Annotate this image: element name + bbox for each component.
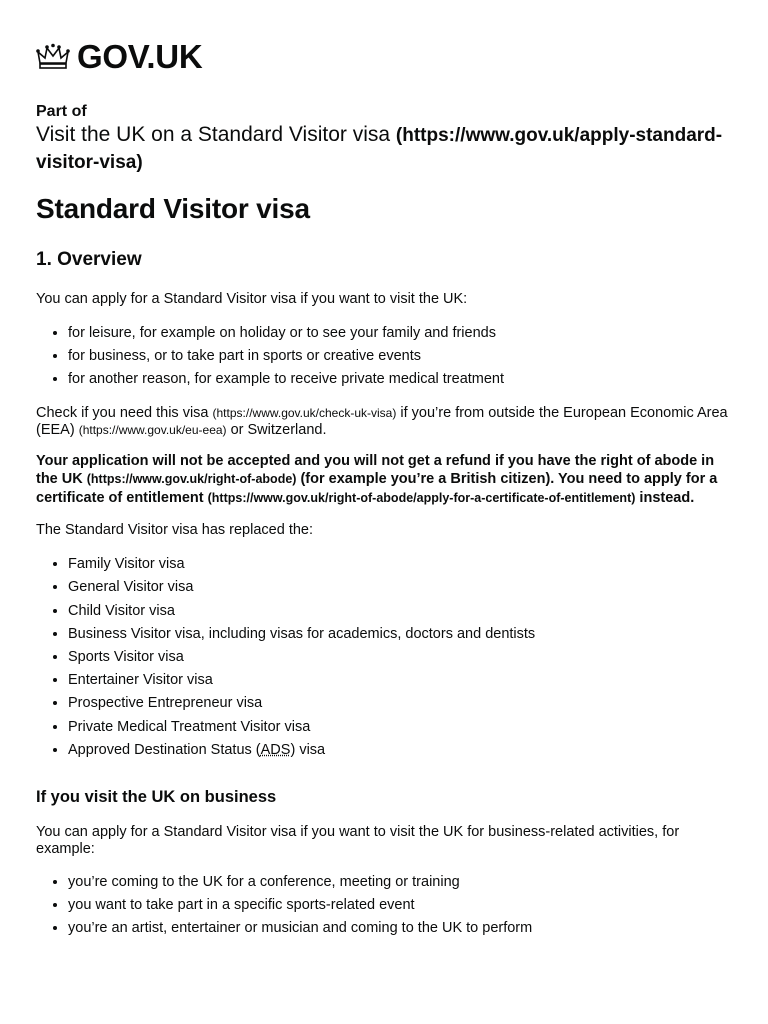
page-title: Standard Visitor visa bbox=[36, 193, 310, 224]
overview-intro: You can apply for a Standard Visitor visa if you want to visit the UK: bbox=[36, 291, 468, 307]
eu-eea-link[interactable]: (https://www.gov.uk/eu-eea) bbox=[78, 422, 227, 437]
ads-abbreviation[interactable]: ADS bbox=[260, 741, 291, 758]
govuk-logo-text[interactable]: GOV.UK bbox=[77, 38, 203, 75]
breadcrumb-link-url: (https://www.gov.uk/apply-standard-visitor-visa) bbox=[36, 125, 723, 173]
warning-text: Your application will not be accepted and you will not get a refund if you have the right of abode in the UK bbox=[36, 452, 715, 488]
ads-text-2: ) visa bbox=[290, 741, 326, 758]
reasons-list bbox=[36, 322, 736, 392]
business-intro: You can apply for a Standard Visitor visa if you want to visit the UK for business-related activities, for example: bbox=[36, 823, 680, 857]
list-item: • General Visitor visa bbox=[68, 576, 736, 599]
list-item bbox=[68, 739, 736, 762]
check-visa-text-3: or Switzerland. bbox=[226, 421, 327, 438]
list-item: • for business, or to take part in sports or creative events bbox=[68, 345, 736, 368]
list-item: • you’re an artist, entertainer or musician and coming to the UK to perform bbox=[68, 917, 736, 940]
list-item: • you’re coming to the UK for a conference, meeting or training bbox=[68, 871, 736, 894]
list-item: • for leisure, for example on holiday or to see your family and friends bbox=[68, 322, 736, 345]
right-of-abode-warning bbox=[36, 452, 736, 508]
list-item: • for another reason, for example to receive private medical treatment bbox=[68, 368, 736, 391]
warning-text-2: (for example you’re a British citizen). You need to apply for a certificate of entitlement bbox=[36, 471, 718, 506]
ads-text: Approved Destination Status ( bbox=[68, 741, 261, 758]
main-content bbox=[36, 102, 736, 941]
list-item: • Prospective Entrepreneur visa bbox=[68, 692, 736, 715]
check-visa-text-2: if you’re from outside the European Economic Area (EEA) bbox=[36, 404, 728, 438]
check-visa-paragraph bbox=[36, 405, 736, 439]
section-heading-overview: 1. Overview bbox=[36, 249, 142, 270]
section-heading-business: If you visit the UK on business bbox=[36, 787, 277, 806]
check-uk-visa-link[interactable]: (https://www.gov.uk/check-uk-visa) bbox=[212, 405, 397, 420]
list-item: • Family Visitor visa bbox=[68, 553, 736, 576]
crown-icon bbox=[36, 43, 70, 71]
list-item: • Private Medical Treatment Visitor visa bbox=[68, 716, 736, 739]
breadcrumb-link[interactable]: Visit the UK on a Standard Visitor visa bbox=[36, 123, 391, 146]
warning-text-3: instead. bbox=[635, 489, 695, 506]
business-list bbox=[36, 871, 736, 941]
list-item: • Business Visitor visa, including visas for academics, doctors and dentists bbox=[68, 623, 736, 646]
certificate-of-entitlement-link[interactable]: (https://www.gov.uk/right-of-abode/apply-for-a-certificate-of-entitlement) bbox=[207, 490, 636, 505]
header bbox=[36, 38, 202, 76]
list-item: • Entertainer Visitor visa bbox=[68, 669, 736, 692]
replaced-visas-list bbox=[36, 553, 736, 762]
breadcrumb bbox=[36, 122, 736, 176]
replaced-intro: The Standard Visitor visa has replaced the: bbox=[36, 522, 314, 539]
check-visa-text: Check if you need this visa bbox=[36, 404, 213, 421]
list-item: • Child Visitor visa bbox=[68, 600, 736, 623]
right-of-abode-link[interactable]: (https://www.gov.uk/right-of-abode) bbox=[86, 472, 297, 487]
breadcrumb-prefix: Part of bbox=[36, 103, 87, 120]
list-item: • you want to take part in a specific sports-related event bbox=[68, 894, 736, 917]
list-item: • Sports Visitor visa bbox=[68, 646, 736, 669]
